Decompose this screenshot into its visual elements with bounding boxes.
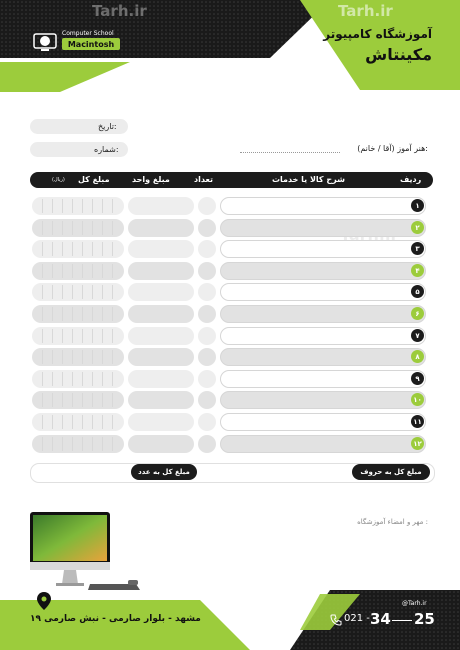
cell-divider <box>92 264 93 278</box>
cell-divider <box>72 285 73 299</box>
row-unit-price-cell[interactable] <box>128 435 194 453</box>
cell-divider <box>92 307 93 321</box>
cell-divider <box>62 393 63 407</box>
row-unit-price-cell[interactable] <box>128 283 194 301</box>
cell-divider <box>62 307 63 321</box>
cell-divider <box>52 393 53 407</box>
cell-divider <box>42 242 43 256</box>
total-number-field[interactable] <box>34 466 128 478</box>
row-qty-cell[interactable] <box>198 262 216 280</box>
row-number-badge: ۱ <box>411 199 424 212</box>
cell-divider <box>112 329 113 343</box>
cell-divider <box>62 242 63 256</box>
row-description-cell[interactable] <box>220 435 426 453</box>
cell-divider <box>82 199 83 213</box>
cell-divider <box>72 437 73 451</box>
cell-divider <box>92 285 93 299</box>
cell-divider <box>62 437 63 451</box>
phone-dash <box>392 620 412 621</box>
cell-divider <box>82 242 83 256</box>
cell-divider <box>42 350 43 364</box>
cell-divider <box>42 199 43 213</box>
row-description-cell[interactable] <box>220 348 426 366</box>
row-qty-cell[interactable] <box>198 283 216 301</box>
cell-divider <box>82 285 83 299</box>
row-unit-price-cell[interactable] <box>128 240 194 258</box>
row-description-cell[interactable] <box>220 219 426 237</box>
cell-divider <box>52 350 53 364</box>
cell-divider <box>72 372 73 386</box>
cell-divider <box>62 285 63 299</box>
row-description-cell[interactable] <box>220 197 426 215</box>
row-number-badge: ۲ <box>411 221 424 234</box>
signature-label: مهر و امضاء آموزشگاه : <box>357 518 428 526</box>
phone-area: 021 - <box>344 613 370 624</box>
row-unit-price-cell[interactable] <box>128 413 194 431</box>
cell-divider <box>72 329 73 343</box>
logo-subtitle: Computer School <box>62 30 114 37</box>
row-price-cells[interactable] <box>32 435 124 453</box>
row-description-cell[interactable] <box>220 413 426 431</box>
total-number-label: مبلغ کل به عدد <box>131 464 197 480</box>
cell-divider <box>52 242 53 256</box>
cell-divider <box>102 242 103 256</box>
imac-illustration <box>28 510 148 595</box>
row-unit-price-cell[interactable] <box>128 219 194 237</box>
cell-divider <box>42 329 43 343</box>
total-words-label: مبلغ کل به حروف <box>352 464 430 480</box>
cell-divider <box>92 350 93 364</box>
footer-handle: @Tarh.ir <box>402 600 427 607</box>
date-label: تاریخ: <box>98 122 117 131</box>
cell-divider <box>92 393 93 407</box>
row-description-cell[interactable] <box>220 327 426 345</box>
col-description-header: شرح کالا یا خدمات <box>272 175 345 184</box>
cell-divider <box>92 199 93 213</box>
row-description-cell[interactable] <box>220 240 426 258</box>
row-number-badge: ۹ <box>411 372 424 385</box>
row-qty-cell[interactable] <box>198 219 216 237</box>
row-price-cells[interactable] <box>32 219 124 237</box>
row-price-cells[interactable] <box>32 240 124 258</box>
number-label: شماره: <box>94 145 119 154</box>
row-price-cells[interactable] <box>32 262 124 280</box>
cell-divider <box>72 264 73 278</box>
row-qty-cell[interactable] <box>198 413 216 431</box>
phone-end: 25 <box>414 610 435 628</box>
cell-divider <box>52 285 53 299</box>
cell-divider <box>62 350 63 364</box>
row-price-cells[interactable] <box>32 305 124 323</box>
location-pin-icon <box>36 591 52 611</box>
cell-divider <box>92 437 93 451</box>
cell-divider <box>102 350 103 364</box>
row-unit-price-cell[interactable] <box>128 305 194 323</box>
cell-divider <box>112 264 113 278</box>
cell-divider <box>62 199 63 213</box>
student-label: هنر آموز (آقا / خانم): <box>357 144 428 153</box>
cell-divider <box>42 221 43 235</box>
cell-divider <box>112 437 113 451</box>
row-price-cells[interactable] <box>32 327 124 345</box>
logo <box>32 30 60 58</box>
cell-divider <box>52 437 53 451</box>
watermark-text: Tarh.ir <box>338 2 393 20</box>
cell-divider <box>52 329 53 343</box>
cell-divider <box>52 307 53 321</box>
row-number-badge: ۵ <box>411 285 424 298</box>
row-qty-cell[interactable] <box>198 370 216 388</box>
row-qty-cell[interactable] <box>198 240 216 258</box>
row-unit-price-cell[interactable] <box>128 348 194 366</box>
row-description-cell[interactable] <box>220 305 426 323</box>
cell-divider <box>52 199 53 213</box>
row-description-cell[interactable] <box>220 391 426 409</box>
watermark-text: Tarh.ir <box>92 2 147 20</box>
cell-divider <box>62 372 63 386</box>
cell-divider <box>112 307 113 321</box>
cell-divider <box>92 329 93 343</box>
row-qty-cell[interactable] <box>198 305 216 323</box>
row-qty-cell[interactable] <box>198 197 216 215</box>
row-unit-price-cell[interactable] <box>128 197 194 215</box>
row-qty-cell[interactable] <box>198 327 216 345</box>
cell-divider <box>112 350 113 364</box>
row-description-cell[interactable] <box>220 262 426 280</box>
logo-brand: Macintosh <box>62 38 120 50</box>
cell-divider <box>62 221 63 235</box>
cell-divider <box>42 307 43 321</box>
phone-mid: 34 <box>370 610 391 628</box>
cell-divider <box>112 415 113 429</box>
row-number-badge: ۴ <box>411 264 424 277</box>
cell-divider <box>72 307 73 321</box>
footer-address: مشهد - بلوار صارمی - نبش صارمی ۱۹ <box>30 614 201 624</box>
row-description-cell[interactable] <box>220 370 426 388</box>
row-number-badge: ۱۰ <box>411 393 424 406</box>
row-number-badge: ۳ <box>411 242 424 255</box>
col-qty-header: تعداد <box>194 175 213 184</box>
cell-divider <box>42 415 43 429</box>
cell-divider <box>52 264 53 278</box>
cell-divider <box>102 393 103 407</box>
row-qty-cell[interactable] <box>198 435 216 453</box>
cell-divider <box>102 372 103 386</box>
row-unit-price-cell[interactable] <box>128 391 194 409</box>
row-qty-cell[interactable] <box>198 391 216 409</box>
cell-divider <box>42 372 43 386</box>
student-line[interactable] <box>240 152 340 153</box>
cell-divider <box>82 329 83 343</box>
cell-divider <box>102 285 103 299</box>
cell-divider <box>52 415 53 429</box>
cell-divider <box>82 393 83 407</box>
cell-divider <box>102 415 103 429</box>
phone-icon <box>330 614 342 626</box>
cell-divider <box>42 393 43 407</box>
cell-divider <box>72 393 73 407</box>
row-price-cells[interactable] <box>32 370 124 388</box>
header-title-line1: آموزشگاه کامپیوتر <box>323 27 432 41</box>
col-total-unit: (ریال) <box>52 177 65 183</box>
cell-divider <box>72 242 73 256</box>
row-description-cell[interactable] <box>220 283 426 301</box>
cell-divider <box>92 242 93 256</box>
cell-divider <box>62 415 63 429</box>
cell-divider <box>92 372 93 386</box>
row-price-cells[interactable] <box>32 283 124 301</box>
total-words-field[interactable] <box>200 466 348 478</box>
cell-divider <box>82 264 83 278</box>
cell-divider <box>62 329 63 343</box>
row-number-badge: ۱۱ <box>411 415 424 428</box>
cell-divider <box>52 221 53 235</box>
cell-divider <box>112 372 113 386</box>
cell-divider <box>102 307 103 321</box>
cell-divider <box>92 415 93 429</box>
cell-divider <box>112 242 113 256</box>
cell-divider <box>62 264 63 278</box>
cell-divider <box>82 307 83 321</box>
cell-divider <box>72 415 73 429</box>
row-price-cells[interactable] <box>32 391 124 409</box>
cell-divider <box>42 437 43 451</box>
cell-divider <box>52 372 53 386</box>
row-unit-price-cell[interactable] <box>128 370 194 388</box>
cell-divider <box>112 393 113 407</box>
cell-divider <box>112 285 113 299</box>
row-number-badge: ۶ <box>411 307 424 320</box>
cell-divider <box>82 350 83 364</box>
cell-divider <box>112 199 113 213</box>
cell-divider <box>82 221 83 235</box>
computer-globe-icon <box>32 30 60 54</box>
cell-divider <box>112 221 113 235</box>
cell-divider <box>72 350 73 364</box>
row-number-badge: ۱۲ <box>411 437 424 450</box>
col-unit-price-header: مبلغ واحد <box>132 175 170 184</box>
cell-divider <box>102 221 103 235</box>
row-unit-price-cell[interactable] <box>128 262 194 280</box>
cell-divider <box>42 285 43 299</box>
row-number-badge: ۸ <box>411 350 424 363</box>
row-number-badge: ۷ <box>411 329 424 342</box>
row-qty-cell[interactable] <box>198 348 216 366</box>
row-unit-price-cell[interactable] <box>128 327 194 345</box>
cell-divider <box>72 221 73 235</box>
cell-divider <box>102 329 103 343</box>
cell-divider <box>82 372 83 386</box>
col-total-header: مبلغ کل <box>78 175 110 184</box>
cell-divider <box>42 264 43 278</box>
row-price-cells[interactable] <box>32 197 124 215</box>
cell-divider <box>82 415 83 429</box>
row-price-cells[interactable] <box>32 348 124 366</box>
cell-divider <box>92 221 93 235</box>
cell-divider <box>82 437 83 451</box>
cell-divider <box>102 264 103 278</box>
cell-divider <box>102 199 103 213</box>
col-row-header: ردیف <box>400 175 422 184</box>
header-title-line2: مکینتاش <box>365 45 432 64</box>
cell-divider <box>102 437 103 451</box>
row-price-cells[interactable] <box>32 413 124 431</box>
cell-divider <box>72 199 73 213</box>
